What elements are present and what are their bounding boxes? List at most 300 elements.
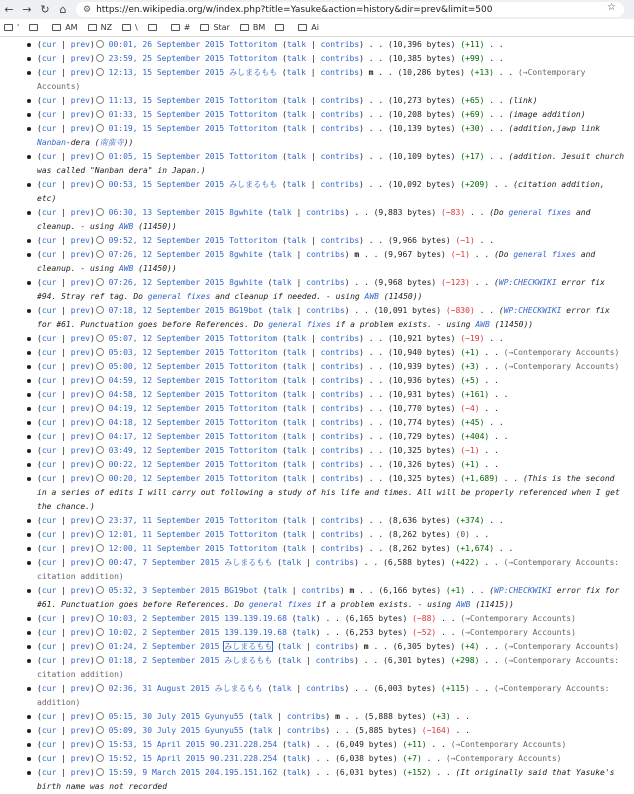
revision-user[interactable]: 8gwhite xyxy=(229,250,263,259)
bookmark-item[interactable] xyxy=(88,23,112,32)
revision-timestamp[interactable]: 05:07, 12 September 2015 xyxy=(108,334,225,343)
user-talk-link[interactable]: talk xyxy=(272,278,292,287)
cur-link[interactable]: cur xyxy=(41,376,57,385)
cur-link[interactable]: cur xyxy=(41,306,57,315)
user-contribs-link[interactable]: contribs xyxy=(306,684,345,693)
revision-user[interactable]: 204.195.151.162 xyxy=(205,768,278,777)
cur-link[interactable]: cur xyxy=(41,432,57,441)
user-talk-link[interactable]: talk xyxy=(272,684,292,693)
summary-link[interactable]: AWB xyxy=(364,292,379,301)
user-talk-link[interactable]: talk xyxy=(253,712,273,721)
user-talk-link[interactable]: talk xyxy=(286,152,307,161)
revision-timestamp[interactable]: 01:05, 15 September 2015 xyxy=(108,152,225,161)
revision-user[interactable]: Tottoritom xyxy=(229,236,278,245)
user-talk-link[interactable]: talk xyxy=(286,768,307,777)
user-talk-link[interactable]: talk xyxy=(286,362,307,371)
revision-timestamp[interactable]: 00:01, 26 September 2015 xyxy=(108,40,225,49)
prev-link[interactable]: prev xyxy=(70,40,90,49)
cur-link[interactable]: cur xyxy=(41,334,57,343)
revision-user[interactable]: Tottoritom xyxy=(229,152,278,161)
compare-radio[interactable] xyxy=(96,530,104,538)
compare-radio[interactable] xyxy=(96,586,104,594)
revision-timestamp[interactable]: 01:33, 15 September 2015 xyxy=(108,110,225,119)
url-text[interactable]: https://en.wikipedia.org/w/index.php?title=Yasuke&action=history&dir=prev&limit=500 xyxy=(96,4,493,15)
cur-link[interactable]: cur xyxy=(41,110,57,119)
user-talk-link[interactable]: talk xyxy=(286,390,307,399)
user-contribs-link[interactable]: contribs xyxy=(320,40,360,49)
user-talk-link[interactable]: talk xyxy=(272,306,292,315)
forward-arrow-icon[interactable]: → xyxy=(22,3,32,16)
compare-radio[interactable] xyxy=(96,278,104,286)
cur-link[interactable]: cur xyxy=(41,68,57,77)
revision-timestamp[interactable]: 11:13, 15 September 2015 xyxy=(108,96,225,105)
user-talk-link[interactable]: talk xyxy=(286,530,307,539)
compare-radio[interactable] xyxy=(96,558,104,566)
prev-link[interactable]: prev xyxy=(70,180,90,189)
cur-link[interactable]: cur xyxy=(41,558,57,567)
compare-radio[interactable] xyxy=(96,460,104,468)
revision-user[interactable]: 8gwhite xyxy=(229,278,263,287)
bookmark-item[interactable] xyxy=(240,23,265,32)
user-talk-link[interactable]: talk xyxy=(286,236,307,245)
revision-timestamp[interactable]: 04:59, 12 September 2015 xyxy=(108,376,225,385)
prev-link[interactable]: prev xyxy=(70,362,90,371)
compare-radio[interactable] xyxy=(96,768,104,776)
user-talk-link[interactable]: talk xyxy=(286,474,307,483)
revision-timestamp[interactable]: 00:47, 7 September 2015 xyxy=(108,558,220,567)
revision-timestamp[interactable]: 04:58, 12 September 2015 xyxy=(108,390,225,399)
revision-user[interactable]: 139.139.19.68 xyxy=(224,614,287,623)
user-talk-link[interactable]: talk xyxy=(267,586,287,595)
user-contribs-link[interactable]: contribs xyxy=(320,110,360,119)
user-talk-link[interactable]: talk xyxy=(286,40,307,49)
compare-radio[interactable] xyxy=(96,628,104,636)
revision-timestamp[interactable]: 15:53, 15 April 2015 xyxy=(108,740,205,749)
user-talk-link[interactable]: talk xyxy=(286,376,307,385)
compare-radio[interactable] xyxy=(96,404,104,412)
revision-user[interactable]: Tottoritom xyxy=(229,418,278,427)
compare-radio[interactable] xyxy=(96,250,104,258)
cur-link[interactable]: cur xyxy=(41,684,57,693)
prev-link[interactable]: prev xyxy=(70,628,90,637)
prev-link[interactable]: prev xyxy=(70,152,90,161)
user-contribs-link[interactable]: contribs xyxy=(315,642,355,651)
revision-timestamp[interactable]: 00:22, 12 September 2015 xyxy=(108,460,225,469)
summary-link[interactable]: general fixes xyxy=(248,600,312,609)
user-talk-link[interactable]: talk xyxy=(286,110,307,119)
revision-user[interactable]: Gyunyu55 xyxy=(205,712,244,721)
cur-link[interactable]: cur xyxy=(41,614,57,623)
user-contribs-link[interactable]: contribs xyxy=(306,278,345,287)
user-talk-link[interactable]: talk xyxy=(286,180,306,189)
home-icon[interactable]: ⌂ xyxy=(59,3,67,16)
user-talk-link[interactable]: talk xyxy=(286,740,307,749)
user-talk-link[interactable]: talk xyxy=(272,250,292,259)
user-talk-link[interactable]: talk xyxy=(286,754,307,763)
prev-link[interactable]: prev xyxy=(70,54,90,63)
bookmark-item[interactable] xyxy=(275,24,288,31)
revision-user[interactable]: 139.139.19.68 xyxy=(224,628,287,637)
prev-link[interactable]: prev xyxy=(70,446,90,455)
revision-user[interactable]: Tottoritom xyxy=(229,404,278,413)
user-contribs-link[interactable]: contribs xyxy=(320,516,360,525)
compare-radio[interactable] xyxy=(96,614,104,622)
revision-timestamp[interactable]: 07:26, 12 September 2015 xyxy=(108,250,225,259)
user-contribs-link[interactable]: contribs xyxy=(320,236,360,245)
revision-timestamp[interactable]: 05:32, 3 September 2015 xyxy=(108,586,220,595)
revision-timestamp[interactable]: 00:53, 15 September 2015 xyxy=(108,180,225,189)
user-contribs-link[interactable]: contribs xyxy=(286,726,326,735)
revision-timestamp[interactable]: 09:52, 12 September 2015 xyxy=(108,236,225,245)
user-talk-link[interactable]: talk xyxy=(286,96,307,105)
compare-radio[interactable] xyxy=(96,334,104,342)
revision-user[interactable]: Tottoritom xyxy=(229,54,278,63)
user-contribs-link[interactable]: contribs xyxy=(320,390,360,399)
user-talk-link[interactable]: talk xyxy=(281,642,302,651)
revision-timestamp[interactable]: 23:59, 25 September 2015 xyxy=(108,54,225,63)
prev-link[interactable]: prev xyxy=(70,656,90,665)
revision-timestamp[interactable]: 05:03, 12 September 2015 xyxy=(108,348,225,357)
revision-user[interactable]: みしまるもも xyxy=(229,180,278,189)
compare-radio[interactable] xyxy=(96,348,104,356)
reload-icon[interactable]: ↻ xyxy=(40,3,50,16)
cur-link[interactable]: cur xyxy=(41,278,57,287)
cur-link[interactable]: cur xyxy=(41,362,57,371)
prev-link[interactable]: prev xyxy=(70,418,90,427)
cur-link[interactable]: cur xyxy=(41,642,57,651)
revision-user[interactable]: Tottoritom xyxy=(229,446,278,455)
revision-timestamp[interactable]: 23:37, 11 September 2015 xyxy=(108,516,225,525)
summary-link[interactable]: (→Contemporary Accounts) xyxy=(460,628,576,637)
summary-link[interactable]: (→Contemporary Accounts: citation addition) xyxy=(37,656,620,679)
revision-timestamp[interactable]: 05:15, 30 July 2015 xyxy=(108,712,201,721)
cur-link[interactable]: cur xyxy=(41,404,57,413)
compare-radio[interactable] xyxy=(96,516,104,524)
compare-radio[interactable] xyxy=(96,684,104,692)
revision-timestamp[interactable]: 06:30, 13 September 2015 xyxy=(108,208,225,217)
compare-radio[interactable] xyxy=(96,68,104,76)
cur-link[interactable]: cur xyxy=(41,208,57,217)
revision-timestamp[interactable]: 10:02, 2 September 2015 xyxy=(108,628,220,637)
cur-link[interactable]: cur xyxy=(41,348,57,357)
cur-link[interactable]: cur xyxy=(41,180,57,189)
cur-link[interactable]: cur xyxy=(41,740,57,749)
revision-user[interactable]: みしまるもも xyxy=(224,656,273,665)
prev-link[interactable]: prev xyxy=(70,110,90,119)
compare-radio[interactable] xyxy=(96,96,104,104)
user-talk-link[interactable]: talk xyxy=(286,334,307,343)
revision-user[interactable]: Tottoritom xyxy=(229,432,278,441)
summary-link[interactable]: (→Contemporary Accounts: addition) xyxy=(37,684,610,707)
user-talk-link[interactable]: talk xyxy=(286,432,307,441)
compare-radio[interactable] xyxy=(96,306,104,314)
revision-timestamp[interactable]: 15:52, 15 April 2015 xyxy=(108,754,205,763)
revision-timestamp[interactable]: 00:20, 12 September 2015 xyxy=(108,474,225,483)
prev-link[interactable]: prev xyxy=(70,124,90,133)
user-talk-link[interactable]: talk xyxy=(286,124,307,133)
prev-link[interactable]: prev xyxy=(70,208,90,217)
summary-link[interactable]: (→Contemporary Accounts) xyxy=(450,740,567,749)
cur-link[interactable]: cur xyxy=(41,656,57,665)
revision-timestamp[interactable]: 04:18, 12 September 2015 xyxy=(108,418,225,427)
revision-user[interactable]: みしまるもも xyxy=(214,684,263,693)
user-contribs-link[interactable]: contribs xyxy=(320,404,360,413)
user-contribs-link[interactable]: contribs xyxy=(320,152,360,161)
summary-link[interactable]: (→Contemporary Accounts) xyxy=(460,614,576,623)
cur-link[interactable]: cur xyxy=(41,236,57,245)
compare-radio[interactable] xyxy=(96,432,104,440)
revision-timestamp[interactable]: 15:59, 9 March 2015 xyxy=(108,768,201,777)
bookmark-item[interactable] xyxy=(4,23,19,32)
revision-timestamp[interactable]: 01:24, 2 September 2015 xyxy=(108,642,220,651)
revision-timestamp[interactable]: 12:13, 15 September 2015 xyxy=(108,68,225,77)
user-talk-link[interactable]: talk xyxy=(272,208,292,217)
summary-link[interactable]: 南蛮寺 xyxy=(99,138,124,147)
cur-link[interactable]: cur xyxy=(41,754,57,763)
prev-link[interactable]: prev xyxy=(70,726,90,735)
revision-user[interactable]: BG19bot xyxy=(224,586,258,595)
user-contribs-link[interactable]: contribs xyxy=(320,180,359,189)
revision-timestamp[interactable]: 01:19, 15 September 2015 xyxy=(108,124,225,133)
user-contribs-link[interactable]: contribs xyxy=(320,446,360,455)
user-contribs-link[interactable]: contribs xyxy=(320,460,360,469)
compare-radio[interactable] xyxy=(96,754,104,762)
user-talk-link[interactable]: talk xyxy=(296,614,316,623)
revision-user[interactable]: Tottoritom xyxy=(229,376,278,385)
user-contribs-link[interactable]: contribs xyxy=(320,530,360,539)
revision-user[interactable]: BG19bot xyxy=(229,306,263,315)
cur-link[interactable]: cur xyxy=(41,96,57,105)
user-contribs-link[interactable]: contribs xyxy=(320,124,360,133)
prev-link[interactable]: prev xyxy=(70,460,90,469)
revision-user[interactable]: Tottoritom xyxy=(229,544,278,553)
bookmark-item[interactable] xyxy=(29,24,42,31)
revision-timestamp[interactable]: 01:18, 2 September 2015 xyxy=(108,656,220,665)
compare-radio[interactable] xyxy=(96,446,104,454)
summary-link[interactable]: (→Contemporary Accounts) xyxy=(503,642,620,651)
prev-link[interactable]: prev xyxy=(70,530,90,539)
user-contribs-link[interactable]: contribs xyxy=(286,712,326,721)
summary-link[interactable]: WP:CHECKWIKI xyxy=(498,278,557,287)
compare-radio[interactable] xyxy=(96,208,104,216)
compare-radio[interactable] xyxy=(96,390,104,398)
revision-timestamp[interactable]: 07:18, 12 September 2015 xyxy=(108,306,225,315)
user-talk-link[interactable]: talk xyxy=(286,446,307,455)
summary-link[interactable]: WP:CHECKWIKI xyxy=(494,586,552,595)
address-bar[interactable] xyxy=(76,2,624,17)
revision-user[interactable]: Tottoritom xyxy=(229,516,278,525)
summary-link[interactable]: (→Contemporary Accounts) xyxy=(37,68,586,91)
cur-link[interactable]: cur xyxy=(41,152,57,161)
prev-link[interactable]: prev xyxy=(70,642,90,651)
bookmark-item[interactable] xyxy=(122,23,138,32)
bookmark-star-icon[interactable]: ☆ xyxy=(607,2,616,13)
revision-timestamp[interactable]: 04:19, 12 September 2015 xyxy=(108,404,225,413)
cur-link[interactable]: cur xyxy=(41,516,57,525)
prev-link[interactable]: prev xyxy=(70,236,90,245)
cur-link[interactable]: cur xyxy=(41,460,57,469)
compare-radio[interactable] xyxy=(96,656,104,664)
revision-timestamp[interactable]: 07:26, 12 September 2015 xyxy=(108,278,225,287)
user-talk-link[interactable]: talk xyxy=(286,54,307,63)
cur-link[interactable]: cur xyxy=(41,124,57,133)
compare-radio[interactable] xyxy=(96,474,104,482)
prev-link[interactable]: prev xyxy=(70,250,90,259)
user-talk-link[interactable]: talk xyxy=(286,460,307,469)
cur-link[interactable]: cur xyxy=(41,544,57,553)
user-talk-link[interactable]: talk xyxy=(286,348,307,357)
user-talk-link[interactable]: talk xyxy=(286,516,307,525)
cur-link[interactable]: cur xyxy=(41,768,57,777)
user-contribs-link[interactable]: contribs xyxy=(320,474,360,483)
user-contribs-link[interactable]: contribs xyxy=(320,96,360,105)
prev-link[interactable]: prev xyxy=(70,348,90,357)
summary-link[interactable]: (→Contemporary Accounts) xyxy=(503,362,620,371)
revision-user[interactable]: Tottoritom xyxy=(229,474,278,483)
bookmark-item[interactable] xyxy=(148,24,161,31)
user-contribs-link[interactable]: contribs xyxy=(315,656,355,665)
user-contribs-link[interactable]: contribs xyxy=(320,432,360,441)
cur-link[interactable]: cur xyxy=(41,474,57,483)
bookmark-item[interactable] xyxy=(200,23,229,32)
revision-timestamp[interactable]: 10:03, 2 September 2015 xyxy=(108,614,220,623)
prev-link[interactable]: prev xyxy=(70,586,90,595)
compare-radio[interactable] xyxy=(96,124,104,132)
revision-user[interactable]: 90.231.228.254 xyxy=(209,754,278,763)
compare-radio[interactable] xyxy=(96,726,104,734)
summary-link[interactable]: general fixes xyxy=(508,208,572,217)
compare-radio[interactable] xyxy=(96,376,104,384)
back-arrow-icon[interactable]: ← xyxy=(4,3,14,16)
summary-link[interactable]: Nanban xyxy=(37,138,66,147)
compare-radio[interactable] xyxy=(96,236,104,244)
user-contribs-link[interactable]: contribs xyxy=(320,376,360,385)
prev-link[interactable]: prev xyxy=(70,558,90,567)
revision-user[interactable]: みしまるもも xyxy=(229,68,278,77)
summary-link[interactable]: WP:CHECKWIKI xyxy=(503,306,562,315)
revision-user[interactable]: Tottoritom xyxy=(229,390,278,399)
cur-link[interactable]: cur xyxy=(41,390,57,399)
prev-link[interactable]: prev xyxy=(70,278,90,287)
summary-link[interactable]: general fixes xyxy=(268,320,331,329)
user-contribs-link[interactable]: contribs xyxy=(320,544,360,553)
user-talk-link[interactable]: talk xyxy=(281,558,302,567)
cur-link[interactable]: cur xyxy=(41,250,57,259)
summary-link[interactable]: (→Contemporary Accounts) xyxy=(445,754,562,763)
revision-timestamp[interactable]: 02:36, 31 August 2015 xyxy=(108,684,210,693)
user-contribs-link[interactable]: contribs xyxy=(320,334,360,343)
user-talk-link[interactable]: talk xyxy=(296,628,316,637)
revision-user[interactable]: Gyunyu55 xyxy=(205,726,244,735)
prev-link[interactable]: prev xyxy=(70,740,90,749)
compare-radio[interactable] xyxy=(96,152,104,160)
revision-timestamp[interactable]: 04:17, 12 September 2015 xyxy=(108,432,225,441)
user-contribs-link[interactable]: contribs xyxy=(320,418,360,427)
summary-link[interactable]: general fixes xyxy=(147,292,211,301)
prev-link[interactable]: prev xyxy=(70,68,90,77)
prev-link[interactable]: prev xyxy=(70,474,90,483)
compare-radio[interactable] xyxy=(96,54,104,62)
revision-user[interactable]: 90.231.228.254 xyxy=(209,740,278,749)
revision-user[interactable]: Tottoritom xyxy=(229,530,278,539)
prev-link[interactable]: prev xyxy=(70,768,90,777)
cur-link[interactable]: cur xyxy=(41,40,57,49)
cur-link[interactable]: cur xyxy=(41,418,57,427)
summary-link[interactable]: AWB xyxy=(456,600,471,609)
prev-link[interactable]: prev xyxy=(70,306,90,315)
user-contribs-link[interactable]: contribs xyxy=(320,348,360,357)
user-contribs-link[interactable]: contribs xyxy=(315,558,355,567)
revision-timestamp[interactable]: 05:00, 12 September 2015 xyxy=(108,362,225,371)
revision-user[interactable]: Tottoritom xyxy=(229,110,278,119)
revision-user[interactable]: Tottoritom xyxy=(229,460,278,469)
prev-link[interactable]: prev xyxy=(70,684,90,693)
revision-timestamp[interactable]: 03:49, 12 September 2015 xyxy=(108,446,225,455)
user-talk-link[interactable]: talk xyxy=(253,726,273,735)
prev-link[interactable]: prev xyxy=(70,96,90,105)
revision-user[interactable]: 8gwhite xyxy=(229,208,263,217)
user-contribs-link[interactable]: contribs xyxy=(320,54,360,63)
prev-link[interactable]: prev xyxy=(70,516,90,525)
revision-timestamp[interactable]: 12:01, 11 September 2015 xyxy=(108,530,225,539)
prev-link[interactable]: prev xyxy=(70,390,90,399)
prev-link[interactable]: prev xyxy=(70,712,90,721)
compare-radio[interactable] xyxy=(96,40,104,48)
revision-timestamp[interactable]: 12:00, 11 September 2015 xyxy=(108,544,225,553)
revision-user[interactable]: Tottoritom xyxy=(229,40,278,49)
compare-radio[interactable] xyxy=(96,110,104,118)
user-talk-link[interactable]: talk xyxy=(286,418,307,427)
compare-radio[interactable] xyxy=(96,740,104,748)
revision-user[interactable]: みしまるもも xyxy=(224,642,273,651)
prev-link[interactable]: prev xyxy=(70,614,90,623)
summary-link[interactable]: AWB xyxy=(118,222,134,231)
site-info-icon[interactable]: ⚙ xyxy=(83,4,92,15)
bookmark-item[interactable] xyxy=(171,23,191,32)
prev-link[interactable]: prev xyxy=(70,544,90,553)
user-contribs-link[interactable]: contribs xyxy=(320,362,360,371)
revision-user[interactable]: Tottoritom xyxy=(229,96,278,105)
summary-link[interactable]: AWB xyxy=(475,320,490,329)
revision-user[interactable]: Tottoritom xyxy=(229,334,278,343)
revision-user[interactable]: みしまるもも xyxy=(224,558,273,567)
cur-link[interactable]: cur xyxy=(41,628,57,637)
user-contribs-link[interactable]: contribs xyxy=(306,208,345,217)
compare-radio[interactable] xyxy=(96,544,104,552)
compare-radio[interactable] xyxy=(96,712,104,720)
cur-link[interactable]: cur xyxy=(41,446,57,455)
summary-link[interactable]: AWB xyxy=(118,264,134,273)
prev-link[interactable]: prev xyxy=(70,334,90,343)
cur-link[interactable]: cur xyxy=(41,726,57,735)
revision-user[interactable]: Tottoritom xyxy=(229,348,278,357)
revision-user[interactable]: Tottoritom xyxy=(229,124,278,133)
compare-radio[interactable] xyxy=(96,418,104,426)
cur-link[interactable]: cur xyxy=(41,586,57,595)
bookmark-item[interactable] xyxy=(298,23,319,32)
user-contribs-link[interactable]: contribs xyxy=(306,250,345,259)
cur-link[interactable]: cur xyxy=(41,530,57,539)
prev-link[interactable]: prev xyxy=(70,376,90,385)
user-contribs-link[interactable]: contribs xyxy=(306,306,345,315)
summary-link[interactable]: (→Contemporary Accounts: citation addition) xyxy=(37,558,620,581)
revision-timestamp[interactable]: 05:09, 30 July 2015 xyxy=(108,726,201,735)
cur-link[interactable]: cur xyxy=(41,54,57,63)
user-talk-link[interactable]: talk xyxy=(286,544,307,553)
user-talk-link[interactable]: talk xyxy=(286,68,306,77)
compare-radio[interactable] xyxy=(96,642,104,650)
user-talk-link[interactable]: talk xyxy=(286,404,307,413)
